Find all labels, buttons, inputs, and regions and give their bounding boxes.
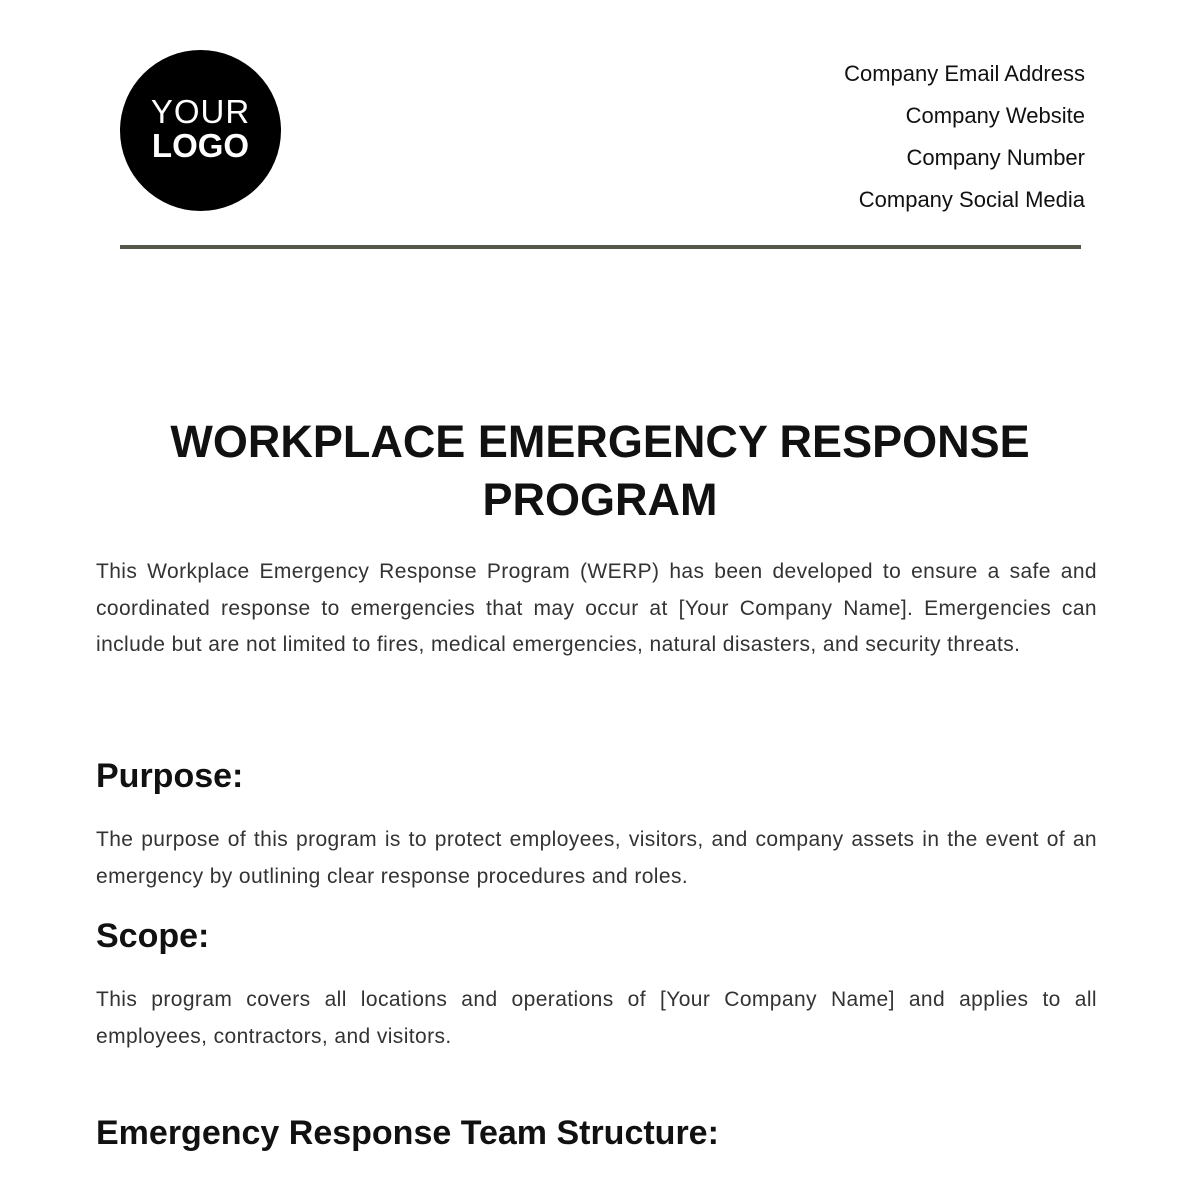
company-website: Company Website — [905, 103, 1085, 128]
company-logo — [120, 50, 281, 211]
logo-text-logo: LOGO — [151, 127, 250, 164]
scope-paragraph: This program covers all locations and operations of [Your Company Name] and applies to all employees, contractors, and visitors. — [96, 988, 1097, 1048]
company-social-media: Company Social Media — [858, 187, 1085, 212]
purpose-paragraph: The purpose of this program is to protect employees, visitors, and company assets in the event of an emergency by outlining clear response procedures and roles. — [96, 828, 1097, 888]
company-number: Company Number — [906, 145, 1085, 170]
scope-heading: Scope: — [96, 917, 210, 955]
header-divider — [120, 245, 1081, 249]
intro-paragraph: This Workplace Emergency Response Program (WERP) has been developed to ensure a safe and coordinated response to emergencies that may occur at [Your Company Name]. Emergencies can include but are not limited to fires, medical emergencies, natural disasters, and security threats. — [96, 560, 1097, 656]
company-contact-info — [844, 53, 1085, 221]
document-title: WORKPLACE EMERGENCY RESPONSE PROGRAM — [170, 416, 1030, 525]
company-email: Company Email Address — [844, 61, 1085, 86]
purpose-heading: Purpose: — [96, 757, 244, 795]
team-structure-heading: Emergency Response Team Structure: — [96, 1114, 719, 1152]
logo-text-your: YOUR — [150, 93, 251, 130]
